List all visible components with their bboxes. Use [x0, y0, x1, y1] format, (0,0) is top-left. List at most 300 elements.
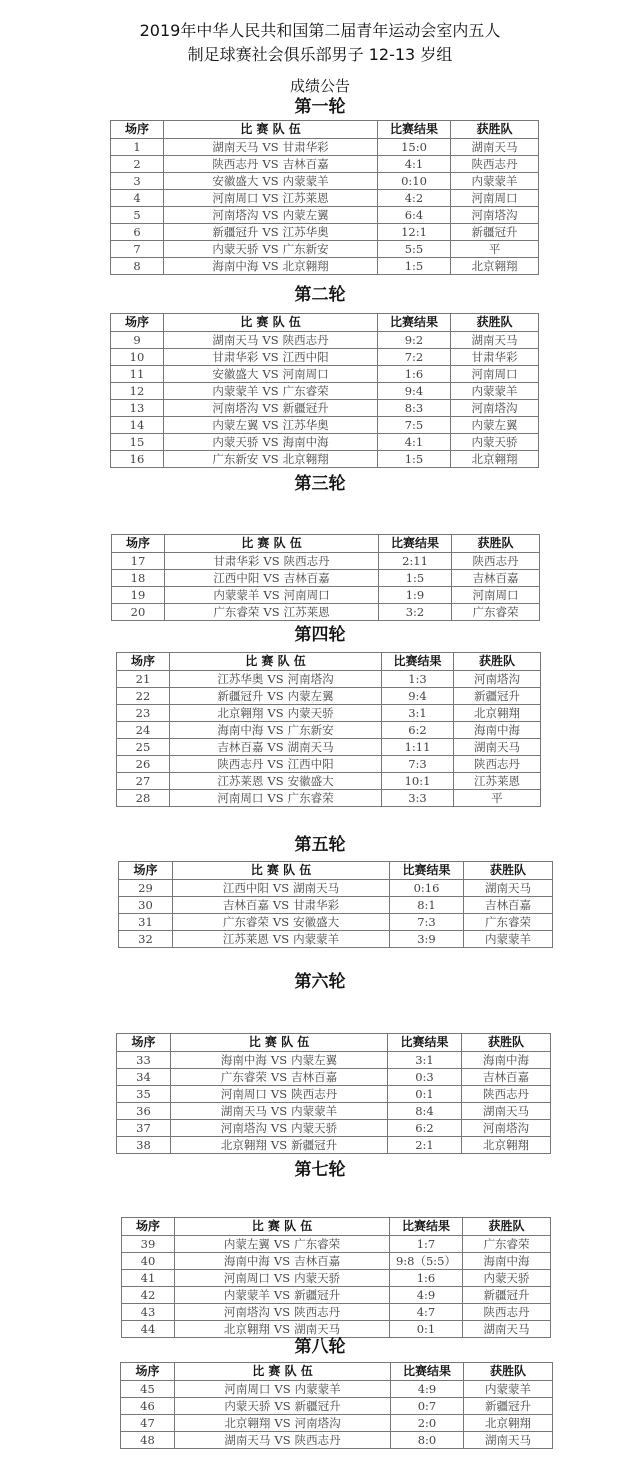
home-team: 北京翱翔: [220, 1138, 267, 1152]
vs-label: VS: [270, 1087, 288, 1101]
header-match-no: 场序: [112, 535, 165, 553]
match-teams: [171, 1052, 388, 1069]
table-header-row: [117, 1034, 551, 1052]
table-row: [111, 417, 539, 434]
away-team: 湖南天马: [294, 1322, 341, 1336]
match-teams: [164, 224, 378, 241]
away-team: 内蒙天骄: [291, 1121, 338, 1135]
match-no: 43: [122, 1304, 175, 1321]
vs-label: VS: [267, 791, 284, 805]
away-team: 吉林百嘉: [291, 1070, 338, 1084]
header-result: 比赛结果: [390, 1218, 463, 1236]
round-title: 第八轮: [294, 1337, 346, 1357]
match-no: 12: [111, 383, 164, 400]
match-teams: [164, 207, 378, 224]
away-team: 内蒙蒙羊: [282, 174, 329, 188]
match-no: 2: [111, 156, 164, 173]
document-title-line-2: 制足球赛社会俱乐部男子 12-13 岁组: [187, 45, 453, 64]
match-no: 7: [111, 241, 164, 258]
away-team: 广东新安: [282, 242, 329, 256]
table-row: [119, 880, 553, 897]
match-winner: 平: [454, 790, 541, 807]
header-match-no: 场序: [122, 1218, 175, 1236]
table-row: [111, 349, 539, 366]
match-winner: 北京翱翔: [451, 258, 539, 275]
match-score: 7:3: [390, 914, 464, 931]
header-match-no: 场序: [111, 314, 164, 332]
match-winner: 广东睿荣: [463, 1236, 551, 1253]
header-winner: 获胜队: [452, 535, 540, 553]
table-row: [122, 1321, 551, 1338]
match-winner: 陕西志丹: [452, 553, 540, 570]
home-team: 甘肃华彩: [213, 554, 260, 568]
match-score: 8:3: [378, 400, 451, 417]
match-no: 29: [119, 880, 173, 897]
match-score: 10:1: [382, 773, 454, 790]
vs-label: VS: [267, 706, 284, 720]
match-teams: [164, 190, 378, 207]
vs-label: VS: [267, 757, 284, 771]
vs-label: VS: [262, 140, 279, 154]
away-team: 河南周口: [283, 588, 330, 602]
match-score: 4:9: [390, 1287, 463, 1304]
match-no: 22: [117, 688, 170, 705]
match-winner: 吉林百嘉: [452, 570, 540, 587]
match-no: 40: [122, 1253, 175, 1270]
match-no: 24: [117, 722, 170, 739]
away-team: 北京翱翔: [282, 259, 329, 273]
header-match-no: 场序: [121, 1363, 175, 1381]
home-team: 河南周口: [220, 1087, 267, 1101]
home-team: 河南塔沟: [212, 208, 259, 222]
away-team: 吉林百嘉: [294, 1254, 341, 1268]
match-winner: 湖南天马: [451, 139, 539, 156]
results-table: [121, 1217, 551, 1338]
away-team: 新疆冠升: [294, 1288, 341, 1302]
header-teams: 比 赛 队 伍: [175, 1363, 391, 1381]
header-match-no: 场序: [119, 862, 173, 880]
round-title: 第四轮: [294, 625, 346, 645]
match-teams: [175, 1270, 390, 1287]
away-team: 吉林百嘉: [282, 157, 329, 171]
home-team: 北京翱翔: [217, 706, 264, 720]
home-team: 甘肃华彩: [212, 350, 259, 364]
header-teams: 比 赛 队 伍: [171, 1034, 388, 1052]
vs-label: VS: [267, 689, 284, 703]
vs-label: VS: [274, 1399, 291, 1413]
vs-label: VS: [272, 915, 290, 929]
match-teams: [164, 383, 378, 400]
match-score: 0:3: [388, 1069, 462, 1086]
home-team: 江西中阳: [222, 881, 269, 895]
match-no: 23: [117, 705, 170, 722]
match-winner: 内蒙天骄: [463, 1270, 551, 1287]
match-winner: 内蒙左翼: [451, 417, 539, 434]
match-winner: 新疆冠升: [454, 688, 541, 705]
match-winner: 内蒙蒙羊: [451, 173, 539, 190]
table-row: [111, 434, 539, 451]
match-teams: [164, 156, 378, 173]
results-table: [110, 120, 539, 275]
home-team: 内蒙蒙羊: [223, 1288, 270, 1302]
vs-label: VS: [273, 1322, 291, 1336]
match-no: 4: [111, 190, 164, 207]
match-no: 36: [117, 1103, 171, 1120]
match-no: 28: [117, 790, 170, 807]
table-row: [117, 756, 541, 773]
table-row: [121, 1398, 553, 1415]
home-team: 内蒙左翼: [212, 418, 259, 432]
match-winner: 河南塔沟: [454, 671, 541, 688]
home-team: 河南周口: [223, 1271, 270, 1285]
away-team: 内蒙蒙羊: [294, 1382, 341, 1396]
table-header-row: [111, 121, 539, 139]
match-score: 4:2: [378, 190, 451, 207]
table-row: [121, 1432, 553, 1449]
away-team: 湖南天马: [293, 881, 340, 895]
match-winner: 吉林百嘉: [464, 897, 553, 914]
match-no: 47: [121, 1415, 175, 1432]
match-score: 3:1: [382, 705, 454, 722]
away-team: 安徽盛大: [293, 915, 340, 929]
match-no: 25: [117, 739, 170, 756]
table-row: [119, 931, 553, 948]
match-teams: [164, 139, 378, 156]
table-row: [117, 1086, 551, 1103]
match-teams: [175, 1381, 391, 1398]
home-team: 河南塔沟: [212, 401, 259, 415]
vs-label: VS: [262, 174, 279, 188]
match-winner: 新疆冠升: [463, 1287, 551, 1304]
match-teams: [171, 1069, 388, 1086]
match-no: 8: [111, 258, 164, 275]
match-no: 9: [111, 332, 164, 349]
table-row: [111, 207, 539, 224]
header-winner: 获胜队: [451, 121, 539, 139]
vs-label: VS: [270, 1121, 288, 1135]
match-winner: 内蒙蒙羊: [451, 383, 539, 400]
match-score: 2:0: [391, 1415, 464, 1432]
match-no: 17: [112, 553, 165, 570]
round-title: 第一轮: [294, 97, 346, 117]
away-team: 陕西志丹: [291, 1087, 338, 1101]
away-team: 江苏华奥: [282, 225, 329, 239]
away-team: 内蒙天骄: [294, 1271, 341, 1285]
header-teams: 比 赛 队 伍: [164, 314, 378, 332]
match-winner: 湖南天马: [464, 1432, 553, 1449]
match-score: 9:8（5:5）: [390, 1253, 463, 1270]
match-score: 1:5: [379, 570, 452, 587]
table-row: [112, 604, 540, 621]
home-team: 内蒙天骄: [224, 1399, 271, 1413]
match-winner: 新疆冠升: [451, 224, 539, 241]
match-teams: [165, 553, 379, 570]
match-winner: 广东睿荣: [464, 914, 553, 931]
match-teams: [173, 914, 390, 931]
home-team: 内蒙天骄: [212, 242, 259, 256]
match-teams: [171, 1137, 388, 1154]
match-no: 45: [121, 1381, 175, 1398]
table-row: [122, 1236, 551, 1253]
vs-label: VS: [272, 898, 290, 912]
home-team: 海南中海: [212, 259, 259, 273]
match-score: 1:5: [378, 451, 451, 468]
home-team: 安徽盛大: [212, 174, 259, 188]
match-winner: 海南中海: [463, 1253, 551, 1270]
vs-label: VS: [273, 1288, 291, 1302]
home-team: 新疆冠升: [217, 689, 264, 703]
results-table: [116, 652, 541, 807]
match-score: 0:16: [390, 880, 464, 897]
table-row: [119, 914, 553, 931]
away-team: 江西中阳: [287, 757, 334, 771]
header-teams: 比 赛 队 伍: [175, 1218, 390, 1236]
match-winner: 陕西志丹: [463, 1304, 551, 1321]
match-score: 3:1: [388, 1052, 462, 1069]
match-winner: 河南周口: [451, 190, 539, 207]
match-no: 5: [111, 207, 164, 224]
match-score: 0:10: [378, 173, 451, 190]
away-team: 新疆冠升: [291, 1138, 338, 1152]
away-team: 河南塔沟: [287, 672, 334, 686]
match-winner: 河南塔沟: [451, 400, 539, 417]
table-header-row: [111, 314, 539, 332]
table-row: [122, 1287, 551, 1304]
header-teams: 比 赛 队 伍: [165, 535, 379, 553]
home-team: 陕西志丹: [217, 757, 264, 771]
match-teams: [164, 241, 378, 258]
match-winner: 甘肃华彩: [451, 349, 539, 366]
match-winner: 湖南天马: [462, 1103, 551, 1120]
match-score: 9:4: [378, 383, 451, 400]
home-team: 内蒙蒙羊: [212, 384, 259, 398]
table-row: [111, 224, 539, 241]
vs-label: VS: [263, 571, 280, 585]
vs-label: VS: [262, 333, 279, 347]
match-teams: [175, 1432, 391, 1449]
vs-label: VS: [262, 242, 279, 256]
away-team: 甘肃华彩: [293, 898, 340, 912]
match-no: 34: [117, 1069, 171, 1086]
match-no: 6: [111, 224, 164, 241]
header-winner: 获胜队: [464, 1363, 553, 1381]
table-row: [111, 366, 539, 383]
vs-label: VS: [267, 774, 284, 788]
match-no: 42: [122, 1287, 175, 1304]
match-no: 32: [119, 931, 173, 948]
match-no: 10: [111, 349, 164, 366]
vs-label: VS: [262, 191, 279, 205]
match-score: 3:3: [382, 790, 454, 807]
vs-label: VS: [272, 881, 290, 895]
match-winner: 陕西志丹: [462, 1086, 551, 1103]
match-teams: [173, 880, 390, 897]
home-team: 内蒙左翼: [223, 1237, 270, 1251]
away-team: 广东睿荣: [282, 384, 329, 398]
match-teams: [165, 570, 379, 587]
table-row: [111, 173, 539, 190]
vs-label: VS: [273, 1237, 291, 1251]
table-row: [117, 1120, 551, 1137]
header-match-no: 场序: [111, 121, 164, 139]
match-teams: [170, 671, 382, 688]
match-score: 1:3: [382, 671, 454, 688]
match-winner: 河南周口: [451, 366, 539, 383]
match-score: 6:2: [388, 1120, 462, 1137]
match-teams: [165, 587, 379, 604]
match-teams: [170, 722, 382, 739]
table-row: [121, 1415, 553, 1432]
match-no: 18: [112, 570, 165, 587]
match-teams: [170, 773, 382, 790]
home-team: 海南中海: [223, 1254, 270, 1268]
away-team: 陕西志丹: [283, 554, 330, 568]
match-score: 4:7: [390, 1304, 463, 1321]
match-winner: 湖南天马: [464, 880, 553, 897]
header-teams: 比 赛 队 伍: [164, 121, 378, 139]
match-teams: [164, 451, 378, 468]
away-team: 陕西志丹: [294, 1433, 341, 1447]
home-team: 广东睿荣: [213, 605, 260, 619]
table-row: [117, 671, 541, 688]
home-team: 吉林百嘉: [222, 898, 269, 912]
home-team: 陕西志丹: [212, 157, 259, 171]
match-teams: [170, 739, 382, 756]
match-winner: 海南中海: [462, 1052, 551, 1069]
home-team: 湖南天马: [212, 333, 259, 347]
vs-label: VS: [263, 588, 280, 602]
results-table: [118, 861, 553, 948]
home-team: 湖南天马: [224, 1433, 271, 1447]
match-score: 4:1: [378, 156, 451, 173]
round-title: 第五轮: [294, 835, 346, 855]
table-row: [117, 722, 541, 739]
match-winner: 广东睿荣: [452, 604, 540, 621]
match-winner: 新疆冠升: [464, 1398, 553, 1415]
header-winner: 获胜队: [462, 1034, 551, 1052]
away-team: 新疆冠升: [282, 401, 329, 415]
away-team: 内蒙蒙羊: [293, 932, 340, 946]
vs-label: VS: [262, 157, 279, 171]
vs-label: VS: [267, 672, 284, 686]
vs-label: VS: [262, 350, 279, 364]
away-team: 江苏华奥: [282, 418, 329, 432]
match-winner: 北京翱翔: [462, 1137, 551, 1154]
document-title-line-1: 2019年中华人民共和国第二届青年运动会室内五人: [139, 21, 501, 40]
match-score: 0:1: [388, 1086, 462, 1103]
match-teams: [171, 1086, 388, 1103]
match-score: 7:3: [382, 756, 454, 773]
match-winner: 河南塔沟: [462, 1120, 551, 1137]
match-no: 11: [111, 366, 164, 383]
vs-label: VS: [274, 1382, 291, 1396]
match-no: 27: [117, 773, 170, 790]
match-teams: [164, 173, 378, 190]
match-winner: 内蒙蒙羊: [464, 1381, 553, 1398]
vs-label: VS: [263, 554, 280, 568]
table-row: [119, 897, 553, 914]
match-winner: 河南塔沟: [451, 207, 539, 224]
table-row: [117, 739, 541, 756]
vs-label: VS: [270, 1104, 288, 1118]
away-team: 北京翱翔: [282, 452, 329, 466]
away-team: 甘肃华彩: [282, 140, 329, 154]
match-score: 1:6: [378, 366, 451, 383]
home-team: 新疆冠升: [212, 225, 259, 239]
away-team: 广东新安: [287, 723, 334, 737]
match-no: 33: [117, 1052, 171, 1069]
vs-label: VS: [262, 367, 279, 381]
match-teams: [170, 790, 382, 807]
vs-label: VS: [262, 259, 279, 273]
vs-label: VS: [262, 418, 279, 432]
away-team: 内蒙左翼: [287, 689, 334, 703]
table-row: [111, 332, 539, 349]
match-no: 3: [111, 173, 164, 190]
match-no: 15: [111, 434, 164, 451]
table-row: [117, 773, 541, 790]
match-teams: [175, 1287, 390, 1304]
vs-label: VS: [272, 932, 290, 946]
header-teams: 比 赛 队 伍: [173, 862, 390, 880]
table-row: [122, 1270, 551, 1287]
header-result: 比赛结果: [378, 121, 451, 139]
match-no: 26: [117, 756, 170, 773]
header-result: 比赛结果: [379, 535, 452, 553]
match-teams: [171, 1103, 388, 1120]
home-team: 内蒙天骄: [212, 435, 259, 449]
vs-label: VS: [267, 723, 284, 737]
vs-label: VS: [262, 435, 279, 449]
away-team: 内蒙左翼: [291, 1053, 338, 1067]
away-team: 安徽盛大: [287, 774, 334, 788]
header-result: 比赛结果: [390, 862, 464, 880]
header-match-no: 场序: [117, 1034, 171, 1052]
match-no: 31: [119, 914, 173, 931]
match-winner: 湖南天马: [463, 1321, 551, 1338]
match-no: 46: [121, 1398, 175, 1415]
match-score: 1:11: [382, 739, 454, 756]
header-result: 比赛结果: [382, 653, 454, 671]
match-winner: 江苏莱恩: [454, 773, 541, 790]
away-team: 广东睿荣: [287, 791, 334, 805]
match-score: 0:7: [391, 1398, 464, 1415]
table-row: [111, 258, 539, 275]
table-row: [111, 383, 539, 400]
vs-label: VS: [274, 1433, 291, 1447]
match-score: 0:1: [390, 1321, 463, 1338]
match-winner: 平: [451, 241, 539, 258]
match-winner: 湖南天马: [451, 332, 539, 349]
match-score: 12:1: [378, 224, 451, 241]
match-score: 6:2: [382, 722, 454, 739]
table-header-row: [112, 535, 540, 553]
vs-label: VS: [262, 401, 279, 415]
table-row: [111, 400, 539, 417]
match-winner: 吉林百嘉: [462, 1069, 551, 1086]
match-score: 7:5: [378, 417, 451, 434]
match-teams: [164, 434, 378, 451]
home-team: 河南周口: [224, 1382, 271, 1396]
table-row: [111, 190, 539, 207]
match-score: 9:4: [382, 688, 454, 705]
match-teams: [173, 931, 390, 948]
home-team: 河南塔沟: [220, 1121, 267, 1135]
match-score: 4:1: [378, 434, 451, 451]
header-winner: 获胜队: [463, 1218, 551, 1236]
home-team: 广东睿荣: [222, 915, 269, 929]
table-row: [122, 1304, 551, 1321]
